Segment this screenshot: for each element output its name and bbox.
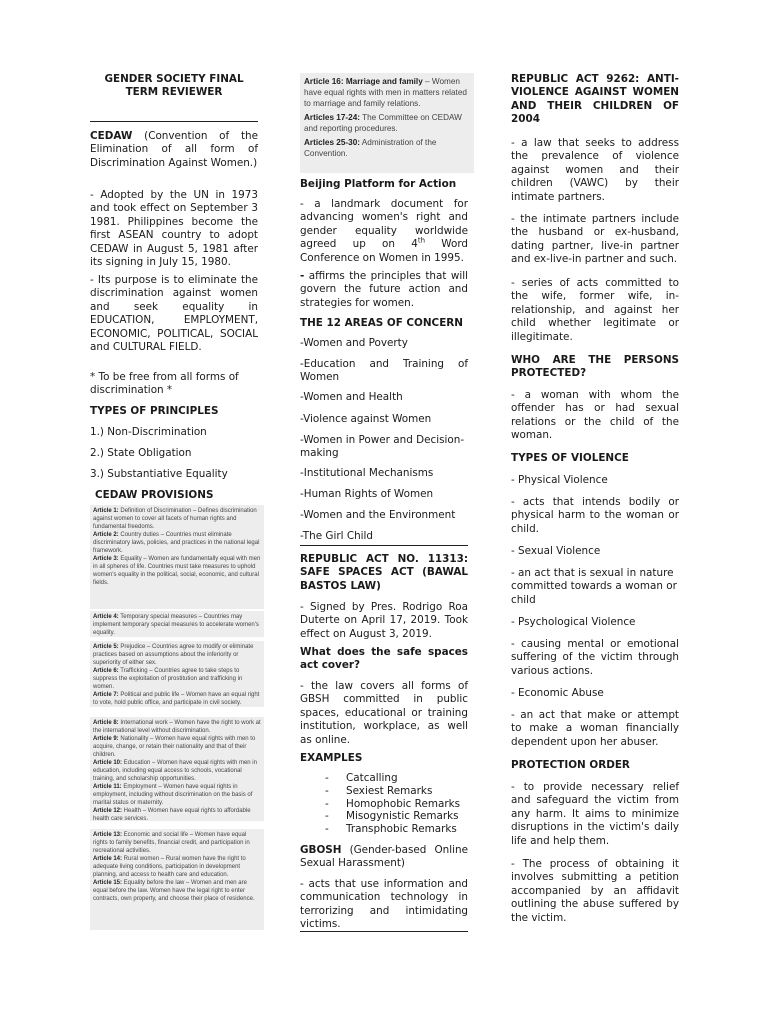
area-item: -Women in Power and Decision-making — [300, 434, 465, 460]
article-entry: Article 8: International work – Women have the right to work at the international level without discrimination. — [93, 720, 261, 734]
protection-order-definition: - to provide necessary relief and safeguard the victim from any harm. It aims to minimize disruptions in the victim's daily life and help them. — [511, 781, 679, 847]
cedaw-definition: CEDAW (Convention of the Elimination of all form of Discrimination Against Women.) — [90, 130, 258, 169]
areas-divider — [300, 545, 468, 546]
violence-type: - Physical Violence — [511, 474, 608, 486]
example-item: - Transphobic Remarks — [325, 823, 468, 836]
area-item: -Women and Health — [300, 391, 403, 403]
article-entry: Article 6: Trafficking – Countries agree to take steps to suppress the exploitation of prostitution and trafficking in women. — [93, 668, 243, 690]
provisions-image-2 — [90, 611, 264, 637]
area-item: -The Girl Child — [300, 530, 374, 542]
article-entry: Article 3: Equality – Women are fundamentally equal with men in all spheres of life. Countries must take measures to uphold women's equality in the political, social, economic, and cultural fields. — [93, 556, 261, 586]
area-item: -Women and Poverty — [300, 337, 408, 349]
cover-question: What does the safe spaces act cover? — [300, 646, 468, 672]
examples-list — [300, 772, 468, 836]
gbosh-acts: - acts that use information and communication technology in terrorizing and intimidating victims. — [300, 878, 468, 931]
example-item: - Misogynistic Remarks — [325, 810, 468, 823]
area-item: -Violence against Women — [300, 413, 432, 425]
types-heading: TYPES OF VIOLENCE — [511, 452, 629, 464]
beijing-heading: Beijing Platform for Action — [300, 178, 457, 190]
provisions-heading: CEDAW PROVISIONS — [95, 489, 214, 501]
gbosh-divider — [300, 931, 468, 932]
cedaw-free-note: * To be free from all forms of discrimination * — [90, 371, 239, 397]
protection-order-process: - The process of obtaining it involves submitting a petition accompanied by an affidavit outlining the abuse suffered by the victim. — [511, 858, 679, 924]
title-divider — [90, 121, 258, 122]
article-entry: Article 14: Rural women – Rural women have the right to adequate living conditions, participation in development planning, and access to health care and education. — [93, 856, 246, 878]
provisions-image-3 — [90, 641, 264, 707]
beijing-definition: - a landmark document for advancing women's right and gender equality worldwide agreed up on 4th Word Conference on Women in 1995. — [300, 198, 468, 264]
example-item: - Sexiest Remarks — [325, 785, 468, 798]
page-title: GENDER SOCIETY FINAL TERM REVIEWER — [104, 73, 244, 99]
article-entry: Article 7: Political and public life – Women have an equal right to vote, hold public office, and participate in civil society. — [93, 692, 260, 706]
article-entry: Article 5: Prejudice – Countries agree to modify or eliminate practices based on assumptions about the inferiority or superiority of either sex. — [93, 644, 254, 666]
article-entry: Article 2: Country duties – Countries must eliminate discriminatory laws, policies, and practices in the national legal framework. — [93, 532, 260, 554]
violence-definition: - an act that make or attempt to make a woman financially dependent upon her abuser. — [511, 709, 679, 748]
article-entry: Article 9: Nationality – Women have equal rights with men to acquire, change, or retain their nationality and that of their children. — [93, 736, 256, 758]
violence-definition: - acts that intends bodily or physical harm to the woman or child. — [511, 496, 679, 535]
ra9262-heading: REPUBLIC ACT 9262: ANTI-VIOLENCE AGAINST WOMEN AND THEIR CHILDREN OF 2004 — [511, 73, 679, 126]
article-entry: Article 1: Definition of Discrimination – Defines discrimination against women to cover all facets of human rights and fundamental freedoms. — [93, 508, 257, 530]
article-entry: Article 15: Equality before the law – Women and men are equal before the law. Women have the legal right to enter contracts, own property, and choose their place of residence. — [93, 880, 255, 902]
example-item: - Homophobic Remarks — [325, 798, 468, 811]
protection-order-heading: PROTECTION ORDER — [511, 759, 630, 771]
provisions-image-1 — [90, 505, 264, 609]
example-item: - Catcalling — [325, 772, 468, 785]
gbosh-definition: GBOSH (Gender-based Online Sexual Harassment) — [300, 844, 468, 870]
principle-item: 2.) State Obligation — [90, 447, 192, 459]
examples-heading: EXAMPLES — [300, 752, 363, 764]
provisions-image-4 — [90, 717, 264, 821]
violence-type: - Sexual Violence — [511, 545, 601, 557]
article-entry: Article 11: Employment – Women have equal rights in employment, including without discrimination on the basis of marital status or maternity. — [93, 784, 253, 806]
article-entry: Article 12: Health – Women have equal rights to affordable health care services. — [93, 808, 251, 821]
area-item: -Human Rights of Women — [300, 488, 434, 500]
violence-definition: - an act that is sexual in nature committed towards a woman or child — [511, 567, 677, 606]
article-entry: Articles 25-30: Administration of the Convention. — [304, 138, 437, 158]
provisions-image-6 — [300, 73, 474, 173]
principles-heading: TYPES OF PRINCIPLES — [90, 405, 219, 417]
article-entry: Article 10: Education – Women have equal rights with men in education, including equal access to schools, vocational training, and scholarship opportunities. — [93, 760, 257, 782]
cedaw-purpose: - Its purpose is to eliminate the discrimination against women and seek equality in EDUCATION, EMPLOYMENT, ECONOMIC, POLITICAL, SOCIAL and CULTURAL FIELD. — [90, 274, 258, 354]
article-entry: Articles 17-24: The Committee on CEDAW and reporting procedures. — [304, 113, 462, 133]
areas-heading: THE 12 AREAS OF CONCERN — [300, 317, 463, 329]
area-item: -Institutional Mechanisms — [300, 467, 434, 479]
ra9262-definition: - a law that seeks to address the prevalence of violence against women and their children (VAWC) by their intimate partners. — [511, 137, 679, 203]
area-item: -Women and the Environment — [300, 509, 456, 521]
article-entry: Article 13: Economic and social life – Women have equal rights to family benefits, financial credit, and participation in recreational activities. — [93, 832, 250, 854]
series-of-acts: - series of acts committed to the wife, former wife, in-relationship, and against her child whether legitimate or illegitimate. — [511, 277, 679, 343]
intimate-partners: - the intimate partners include the husband or ex-husband, dating partner, live-in partner and ex-live-in partner and such. — [511, 213, 679, 266]
article-entry: Article 4: Temporary special measures – Countries may implement temporary special measures to accelerate women's equality. — [93, 614, 259, 636]
provisions-image-5 — [90, 829, 264, 930]
cover-answer: - the law covers all forms of GBSH committed in public spaces, educational or training institution, workplace, as well as online. — [300, 680, 468, 746]
cedaw-adopted: - Adopted by the UN in 1973 and took effect on September 3 1981. Philippines become the first ASEAN country to adopt CEDAW in August 5, 1981 after its signing in July 15, 1980. — [90, 189, 258, 269]
principle-item: 3.) Substantiative Equality — [90, 468, 228, 480]
area-item: -Education and Training of Women — [300, 358, 468, 384]
ra11313-heading: REPUBLIC ACT NO. 11313: SAFE SPACES ACT (BAWAL BASTOS LAW) — [300, 553, 468, 592]
principle-item: 1.) Non-Discrimination — [90, 426, 207, 438]
beijing-affirms: - affirms the principles that will govern the future action and strategies for women. — [300, 270, 468, 309]
violence-type: - Psychological Violence — [511, 616, 636, 628]
ra11313-signed: - Signed by Pres. Rodrigo Roa Duterte on April 17, 2019. Took effect on August 3, 2019. — [300, 601, 468, 640]
violence-type: - Economic Abuse — [511, 687, 604, 699]
article-entry: Article 16: Marriage and family – Women have equal rights with men in matters related to marriage and family relations. — [304, 77, 467, 108]
protected-question: WHO ARE THE PERSONS PROTECTED? — [511, 354, 679, 380]
violence-definition: - causing mental or emotional suffering of the victim through various actions. — [511, 638, 679, 677]
protected-answer: - a woman with whom the offender has or had sexual relations or the child of the woman. — [511, 389, 679, 442]
